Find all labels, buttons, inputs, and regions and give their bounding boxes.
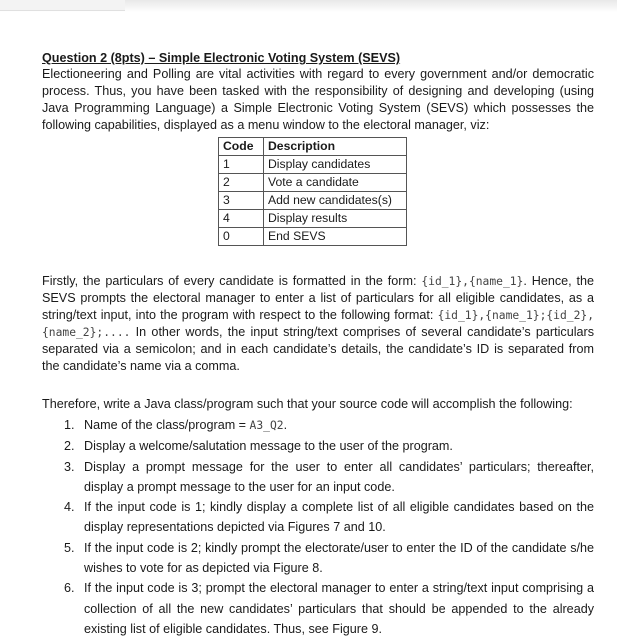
menu-table: [218, 137, 407, 246]
format-paragraph: [42, 273, 594, 375]
list-item: [42, 538, 594, 579]
item-number: 4.: [64, 500, 75, 515]
table-row: [219, 228, 407, 246]
item-number: 6.: [64, 581, 75, 596]
menu-table-header: [219, 138, 407, 156]
row-description: End SEVS: [264, 228, 407, 246]
item-text: If the input code is 2; kindly prompt the electorate/user to enter the ID of the candidate s/he wishes to vote for as depicted via Figure 8.: [84, 540, 594, 576]
item-text: Display a prompt message for the user to enter all candidates’ particulars; thereafter, display a prompt message to the user for an input code.: [84, 459, 594, 494]
table-row: [219, 174, 407, 192]
list-item: [42, 497, 594, 538]
header-code: Code: [219, 138, 264, 156]
top-edge-strip: [0, 0, 617, 12]
table-row: [219, 210, 407, 228]
intro-paragraph: Electioneering and Polling are vital activities with regard to every government and/or democratic process. Thus, you have been tasked with the responsibility of designing and developing (using Java Programming Language) a Simple Electronic Voting System (SEVS) which possesses the following capabilities, displayed as a menu window to the electoral manager, viz:: [42, 67, 594, 132]
top-edge-box: [0, 0, 125, 11]
row-description: Display candidates: [264, 156, 407, 174]
item-number: 3.: [64, 459, 75, 474]
list-item: [42, 457, 594, 498]
item-text-after: .: [283, 418, 288, 432]
table-row: [219, 156, 407, 174]
list-item: [42, 415, 594, 436]
item-text: If the input code is 1; kindly display a complete list of all eligible candidates based on the display representations depicted via Figures 7 and 10.: [84, 500, 594, 535]
row-code: 4: [219, 210, 264, 228]
format-code-list: {id_1},{name_1};{id_2},{name_2};....: [42, 309, 594, 339]
item-text: If the input code is 3; prompt the electoral manager to enter a string/text input comprising a collection of all the new candidates’ particulars that should be appended to the already existing list of eligible candidates. Thus, see Figure 9.: [84, 581, 594, 636]
row-code: 3: [219, 192, 264, 210]
list-item: [42, 436, 594, 456]
document-page: [42, 50, 594, 639]
format-text-2: . Hence, the SEVS prompts the electoral manager to enter a list of particulars for all eligible candidates, as a string/text input, into the program with respect to the following format:: [42, 274, 594, 322]
item-number: 5.: [64, 540, 75, 555]
table-row: [219, 192, 407, 210]
list-item: [42, 578, 594, 639]
row-code: 2: [219, 174, 264, 192]
row-description: Add new candidates(s): [264, 192, 407, 210]
item-number: 2.: [64, 439, 75, 454]
header-description: Description: [264, 138, 407, 156]
format-text-3: In other words, the input string/text comprises of several candidate’s particulars separated via a semicolon; and in each candidate’s details, the candidate’s ID is separated from the candidate’s name via a comma.: [42, 325, 594, 373]
class-name-code: A3_Q2: [249, 419, 284, 432]
task-list: [42, 415, 594, 639]
format-code-single: {id_1},{name_1}: [421, 275, 524, 288]
row-description: Display results: [264, 210, 407, 228]
row-code: 1: [219, 156, 264, 174]
format-text-1: Firstly, the particulars of every candidate is formatted in the form:: [42, 274, 422, 288]
row-description: Vote a candidate: [264, 174, 407, 192]
question-heading: Question 2 (8pts) – Simple Electronic Voting System (SEVS): [42, 51, 401, 65]
item-text: Display a welcome/salutation message to the user of the program.: [84, 439, 453, 454]
item-text: Name of the class/program =: [84, 418, 250, 432]
tasks-lead: Therefore, write a Java class/program such that your source code will accomplish the following:: [42, 397, 573, 411]
item-number: 1.: [64, 418, 75, 432]
row-code: 0: [219, 228, 264, 246]
